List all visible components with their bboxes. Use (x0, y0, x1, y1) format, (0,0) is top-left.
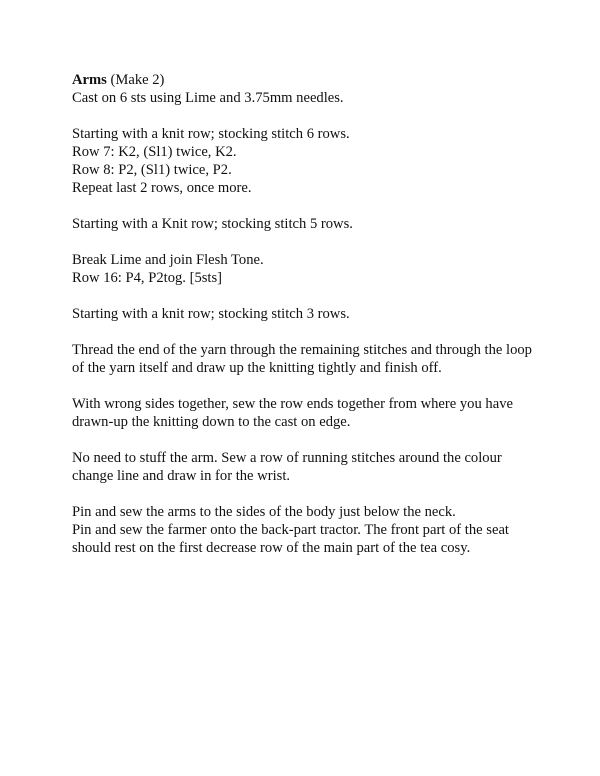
paragraph-gap (72, 323, 572, 341)
paragraph-line: drawn-up the knitting down to the cast on edge. (72, 414, 351, 430)
section-note: (Make 2) (106, 72, 165, 88)
paragraph-line: of the yarn itself and draw up the knitting tightly and finish off. (72, 360, 442, 376)
paragraph-line: Row 8: P2, (Sl1) twice, P2. (72, 162, 232, 178)
paragraph-gap (72, 233, 572, 251)
paragraph-line: Starting with a Knit row; stocking stitch 5 rows. (72, 216, 353, 232)
paragraph-gap (72, 431, 572, 449)
section-title: Arms (72, 72, 107, 88)
paragraph-line: No need to stuff the arm. Sew a row of running stitches around the colour (72, 450, 502, 466)
paragraph-line: change line and draw in for the wrist. (72, 468, 291, 484)
paragraph-line: Cast on 6 sts using Lime and 3.75mm needles. (72, 90, 344, 106)
paragraph-line: Repeat last 2 rows, once more. (72, 180, 252, 196)
paragraph-gap (72, 485, 572, 503)
paragraph-line: Starting with a knit row; stocking stitch 3 rows. (72, 306, 350, 322)
paragraph-line: Starting with a knit row; stocking stitch 6 rows. (72, 126, 350, 142)
section-heading (72, 71, 572, 89)
paragraph-gap (72, 377, 572, 395)
paragraph-line: Pin and sew the arms to the sides of the body just below the neck. (72, 504, 456, 520)
paragraph-line: Thread the end of the yarn through the remaining stitches and through the loop (72, 342, 532, 358)
paragraph-gap (72, 107, 572, 125)
paragraph-line: Row 7: K2, (Sl1) twice, K2. (72, 144, 237, 160)
paragraph-gap (72, 197, 572, 215)
paragraph-gap (72, 287, 572, 305)
paragraph-line: Row 16: P4, P2tog. [5sts] (72, 270, 223, 286)
document-page (72, 71, 572, 557)
paragraph-line: should rest on the first decrease row of the main part of the tea cosy. (72, 540, 471, 556)
paragraph-line: Pin and sew the farmer onto the back-part tractor. The front part of the seat (72, 522, 509, 538)
paragraph-line: Break Lime and join Flesh Tone. (72, 252, 264, 268)
paragraph-line: With wrong sides together, sew the row ends together from where you have (72, 396, 513, 412)
